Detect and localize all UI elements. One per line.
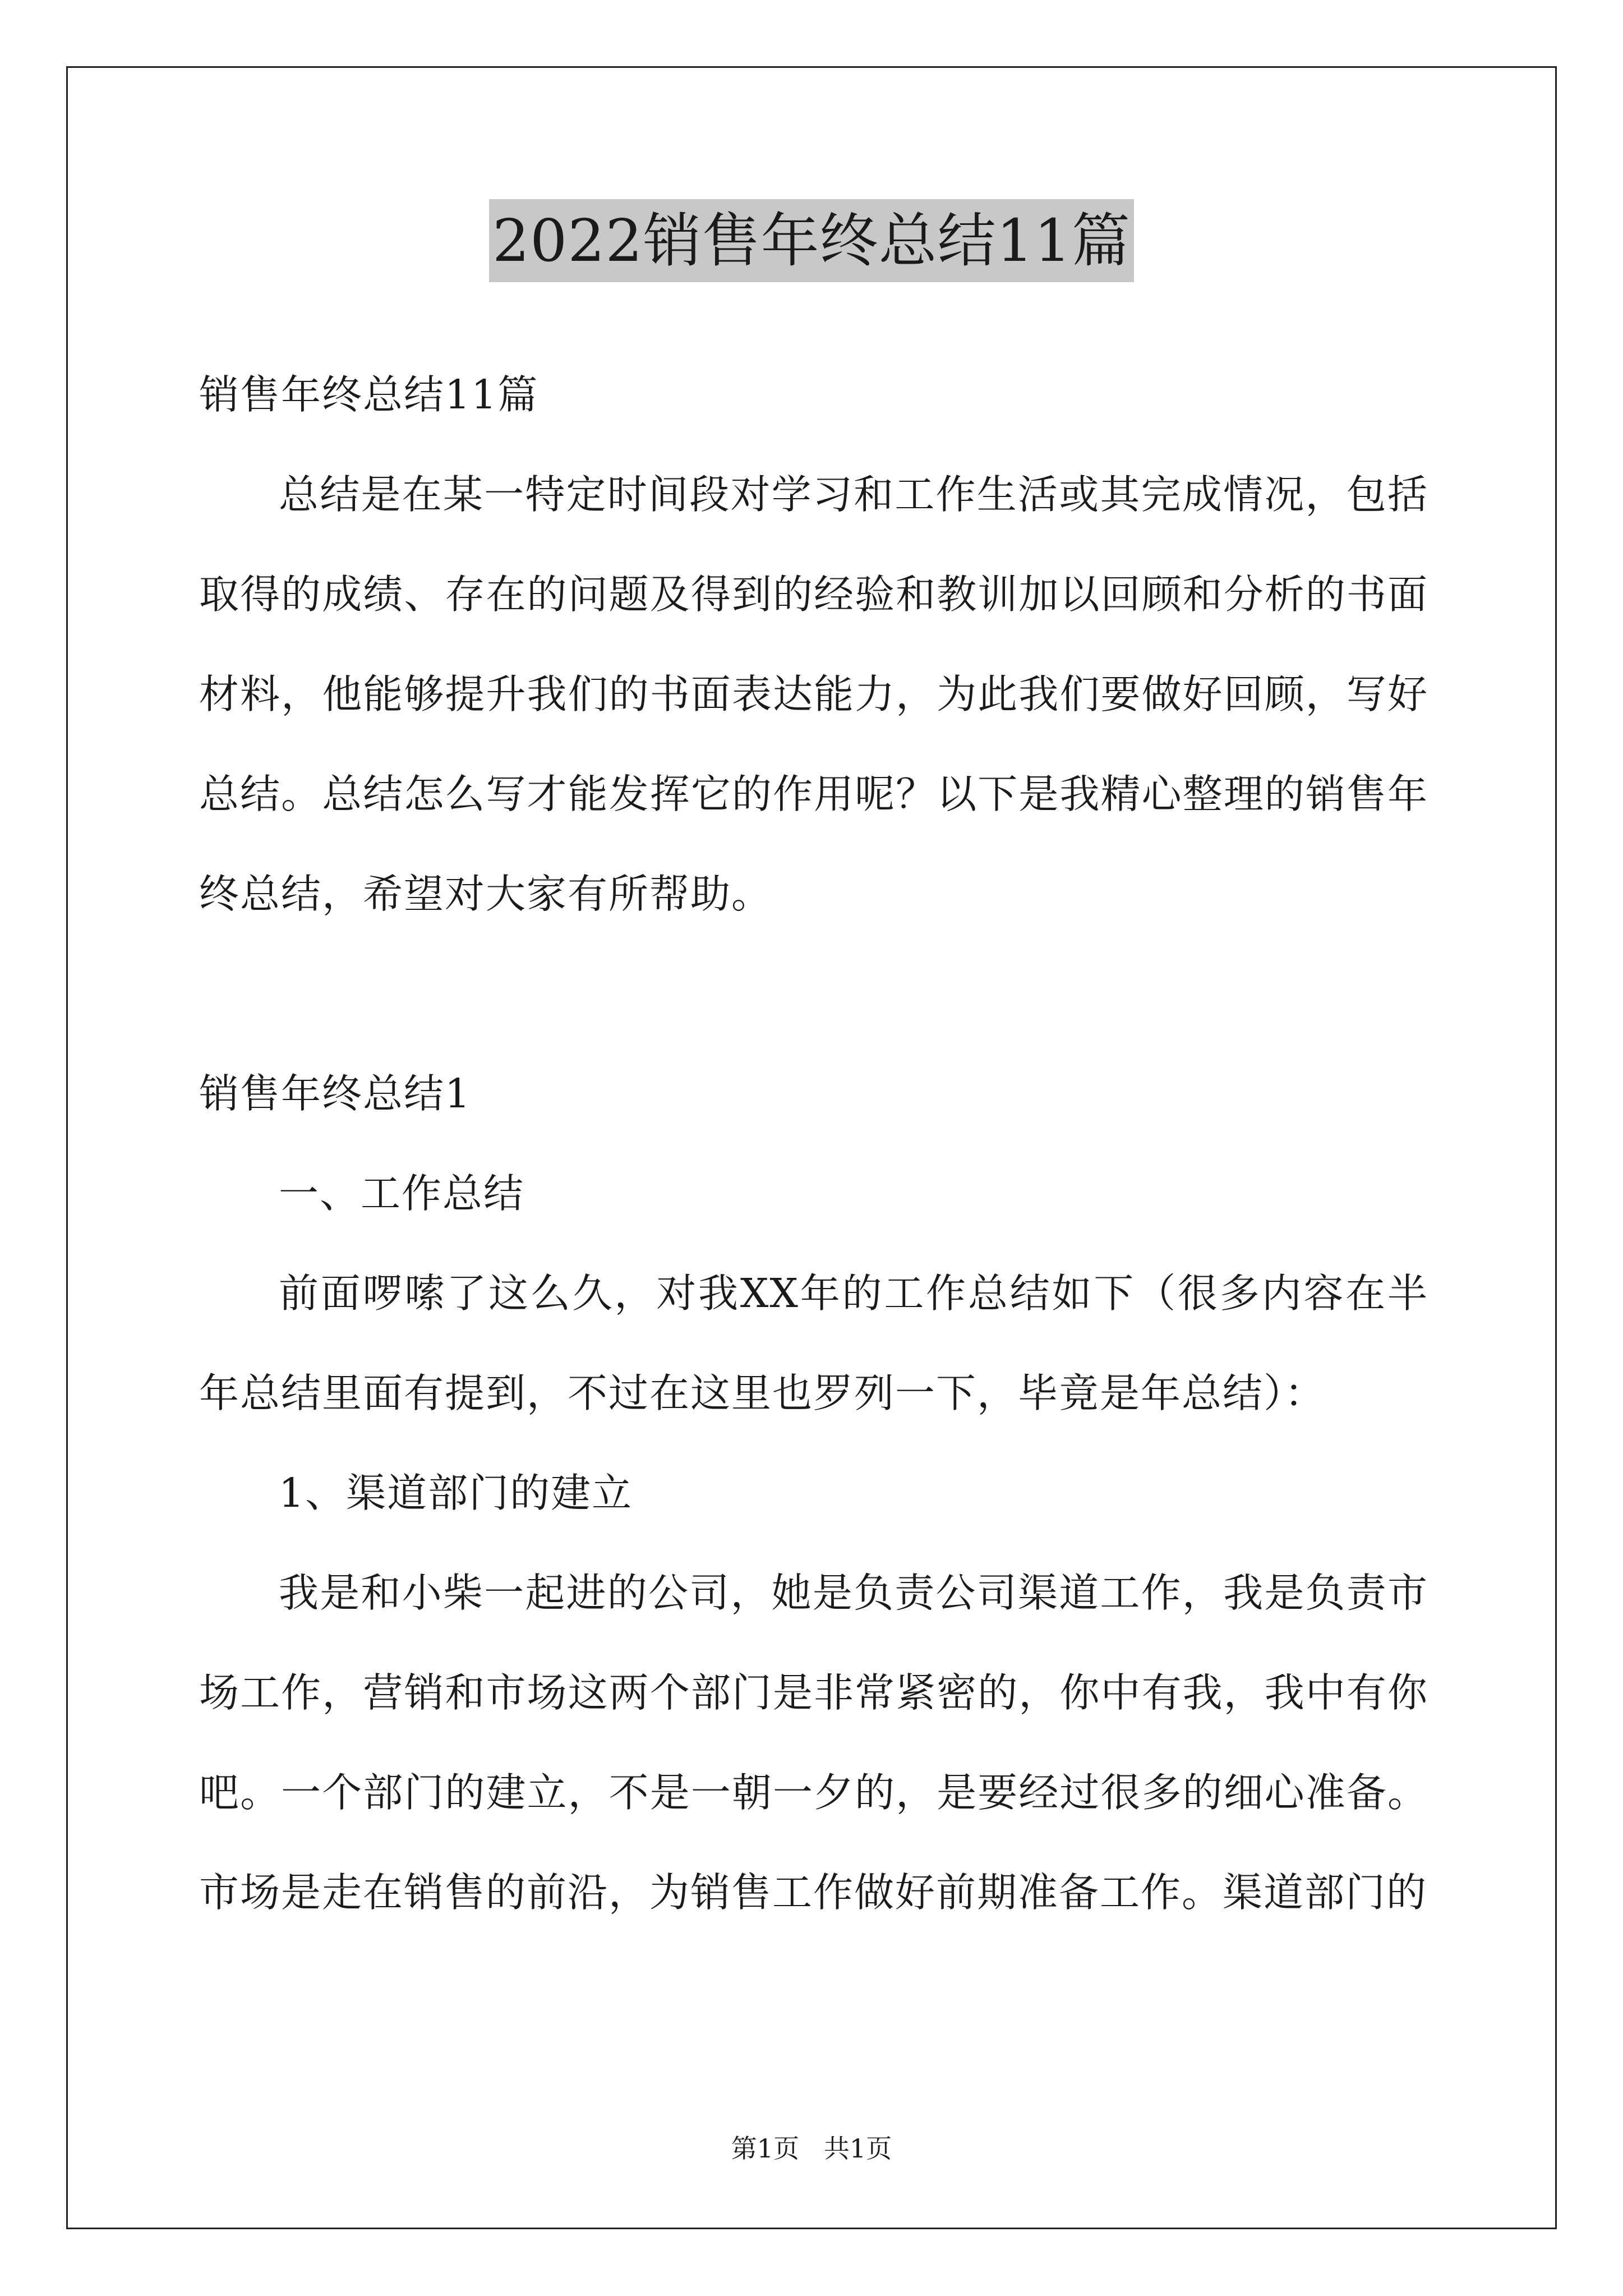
blank-line bbox=[199, 944, 1428, 1044]
document-title: 2022销售年终总结11篇 bbox=[489, 199, 1134, 282]
item-heading: 1、渠道部门的建立 bbox=[279, 1470, 633, 1516]
document-body bbox=[199, 345, 1428, 1943]
title-container bbox=[0, 199, 1623, 282]
section-heading: 销售年终总结1 bbox=[199, 1070, 472, 1117]
part-heading: 一、工作总结 bbox=[279, 1170, 525, 1217]
page-footer: 第1页 共1页 bbox=[731, 2133, 892, 2164]
work-summary-paragraph: 前面啰嗦了这么久，对我XX年的工作总结如下（很多内容在半年总结里面有提到，不过在这里也罗列一下，毕竟是年总结）： bbox=[199, 1270, 1428, 1416]
intro-paragraph: 总结是在某一特定时间段对学习和工作生活或其完成情况，包括取得的成绩、存在的问题及得到的经验和教训加以回顾和分析的书面材料，他能够提升我们的书面表达能力，为此我们要做好回顾，写好总结。总结怎么写才能发挥它的作用呢？以下是我精心整理的销售年终总结，希望对大家有所帮助。 bbox=[199, 471, 1428, 917]
document-subtitle: 销售年终总结11篇 bbox=[199, 371, 539, 418]
channel-department-paragraph: 我是和小柴一起进的公司，她是负责公司渠道工作，我是负责市场工作，营销和市场这两个部门是非常紧密的，你中有我，我中有你吧。一个部门的建立，不是一朝一夕的，是要经过很多的细心准备。市场是走在销售的前沿，为销售工作做好前期准备工作。渠道部门的 bbox=[199, 1570, 1428, 1916]
